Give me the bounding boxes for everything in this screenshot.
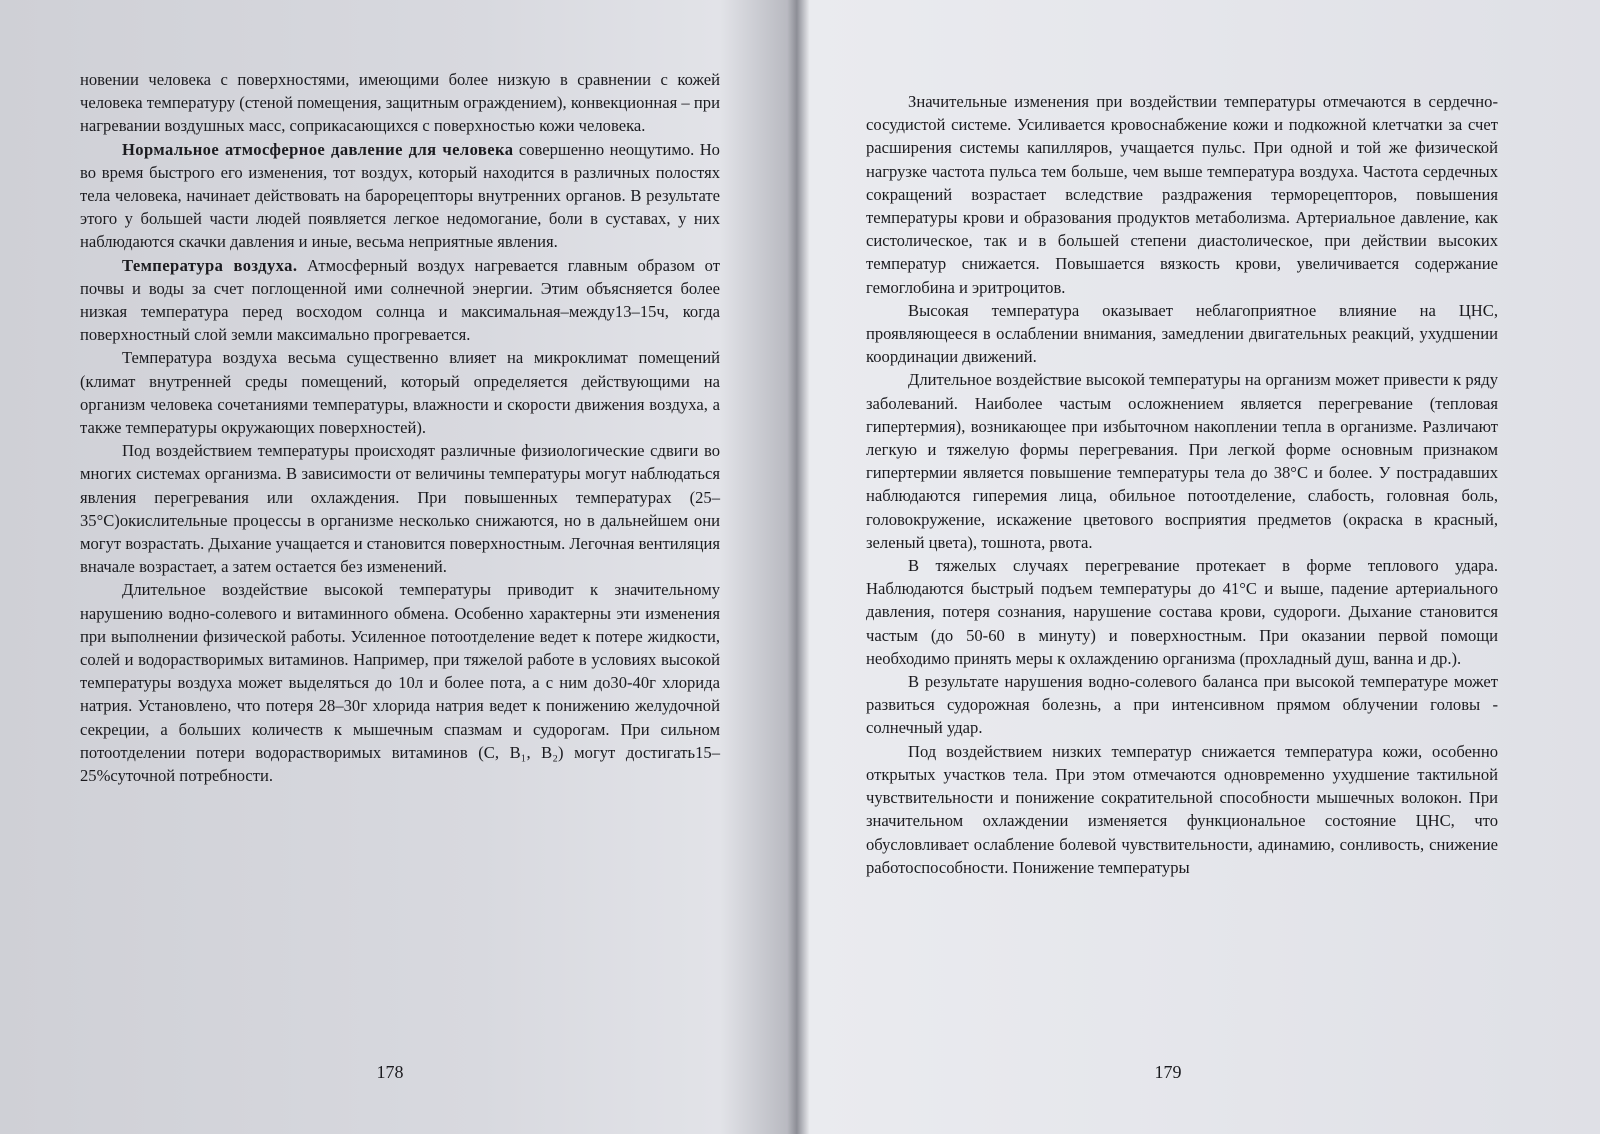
- paragraph-heading: Температура воздуха.: [122, 255, 298, 275]
- left-page-text: [80, 68, 720, 787]
- right-page-text: [866, 90, 1498, 879]
- right-page: [806, 0, 1600, 1134]
- paragraph: В результате нарушения водно-солевого баланса при высокой температуре может развиться судорожная болезнь, а при интенсивном прямом облучении головы - солнечный удар.: [866, 672, 1498, 738]
- paragraph: В тяжелых случаях перегревание протекает в форме теплового удара. Наблюдаются быстрый подъем температуры до 41°С и выше, падение артериального давления, потеря сознания, нарушение состава крови, судороги. Дыхание становится частым (до 50-60 в минуту) и поверхностным. При оказании первой помощи необходимо принять меры к охлаждению организма (прохладный душ, ванна и др.).: [866, 556, 1498, 668]
- paragraph: Нормальное атмосферное давление для человека совершенно неощутимо. Но во время быстрого его изменения, тот воздух, который находится в различных полостях тела человека, начинает действовать на барорецепторы внутренних органов. В результате этого у большей части людей появляется легкое недомогание, боли в суставах, у них наблюдаются скачки давления и иные, весьма неприятные явления.: [80, 139, 720, 252]
- page-number: 179: [1154, 1062, 1182, 1082]
- paragraph: Длительное воздействие высокой температуры приводит к значительному нарушению водно-солевого и витаминного обмена. Особенно характерны эти изменения при выполнении физической работы. Усиленное потоотделение ведет к потере жидкости, солей и водорастворимых витаминов. Например, при тяжелой работе в условиях высокой температуры воздуха может выделяться до 10л и более пота, а с ним до30-40г хлорида натрия. Установлено, что потеря 28–30г хлорида натрия ведет к понижению желудочной секреции, а больших количеств к мышечным спазмам и судорогам. При сильном потоотделении потери водорастворимых витаминов (С, В₁, В₂) могут достигать15–25%суточной потребности.: [80, 580, 720, 786]
- paragraph: Под воздействием температуры происходят различные физиологические сдвиги во многих системах организма. В зависимости от величины температуры могут наблюдаться явления перегревания или охлаждения. При повышенных температурах (25–35°С)окислительные процессы в организме несколько снижаются, но в дальнейшем они могут возрастать. Дыхание учащается и становится поверхностным. Легочная вентиляция вначале возрастает, а затем остается без изменений.: [80, 441, 720, 577]
- paragraph: Длительное воздействие высокой температуры на организм может привести к ряду заболеваний. Наиболее частым осложнением является перегревание (тепловая гипертермия), возникающее при избыточном накоплении тепла в организме. Различают легкую и тяжелую формы перегревания. При легкой форме основным признаком гипертермии является повышение температуры тела до 38°С и более. У пострадавших наблюдаются гиперемия лица, обильное потоотделение, слабость, головная боль, головокружение, искажение цветового восприятия предметов (окраска в красный, зеленый цвета), тошнота, рвота.: [866, 370, 1498, 552]
- paragraph: Температура воздуха. Атмосферный воздух нагревается главным образом от почвы и воды за счет поглощенной ими солнечной энергии. Этим объясняется более низкая температура перед восходом солнца и максимальная–между13–15ч, когда поверхностный слой земли максимально прогревается.: [80, 255, 720, 345]
- paragraph: Высокая температура оказывает неблагоприятное влияние на ЦНС, проявляющееся в ослаблении внимания, замедлении двигательных реакций, ухудшении координации движений.: [866, 300, 1498, 367]
- paragraph: Температура воздуха весьма существенно влияет на микроклимат помещений (климат внутренней среды помещений, который определяется действующими на организм человека сочетаниями температуры, влажности и скорости движения воздуха, а также температуры окружающих поверхностей).: [80, 348, 720, 438]
- paragraph-heading: Нормальное атмосферное давление для человека: [122, 139, 514, 159]
- paragraph: Под воздействием низких температур снижается температура кожи, особенно открытых участков тела. При этом отмечаются одновременно ухудшение тактильной чувствительности и понижение сократительной способности мышечных волокон. При значительном охлаждении изменяется функциональное состояние ЦНС, что обусловливает ослабление болевой чувствительности, адинамию, сонливость, снижение работоспособности. Понижение температуры: [866, 741, 1498, 877]
- page-number: 178: [376, 1062, 404, 1082]
- paragraph: Значительные изменения при воздействии температуры отмечаются в сердечно-сосудистой системе. Усиливается кровоснабжение кожи и подкожной клетчатки за счет расширения системы капилляров, учащается пульс. При одной и той же физической нагрузке частота пульса тем больше, чем выше температура воздуха. Частота сердечных сокращений возрастает вследствие раздражения терморецепторов, повышения температуры крови и образования продуктов метаболизма. Артериальное давление, как систолическое, так и в большей степени диастолическое, при действии высоких температур снижается. Повышается вязкость крови, увеличивается содержание гемоглобина и эритроцитов.: [866, 92, 1498, 297]
- paragraph: новении человека с поверхностями, имеющими более низкую в сравнении с кожей человека температуру (стеной помещения, защитным ограждением), конвекционная – при нагревании воздушных масс, соприкасающихся с поверхностью кожи человека.: [80, 70, 720, 136]
